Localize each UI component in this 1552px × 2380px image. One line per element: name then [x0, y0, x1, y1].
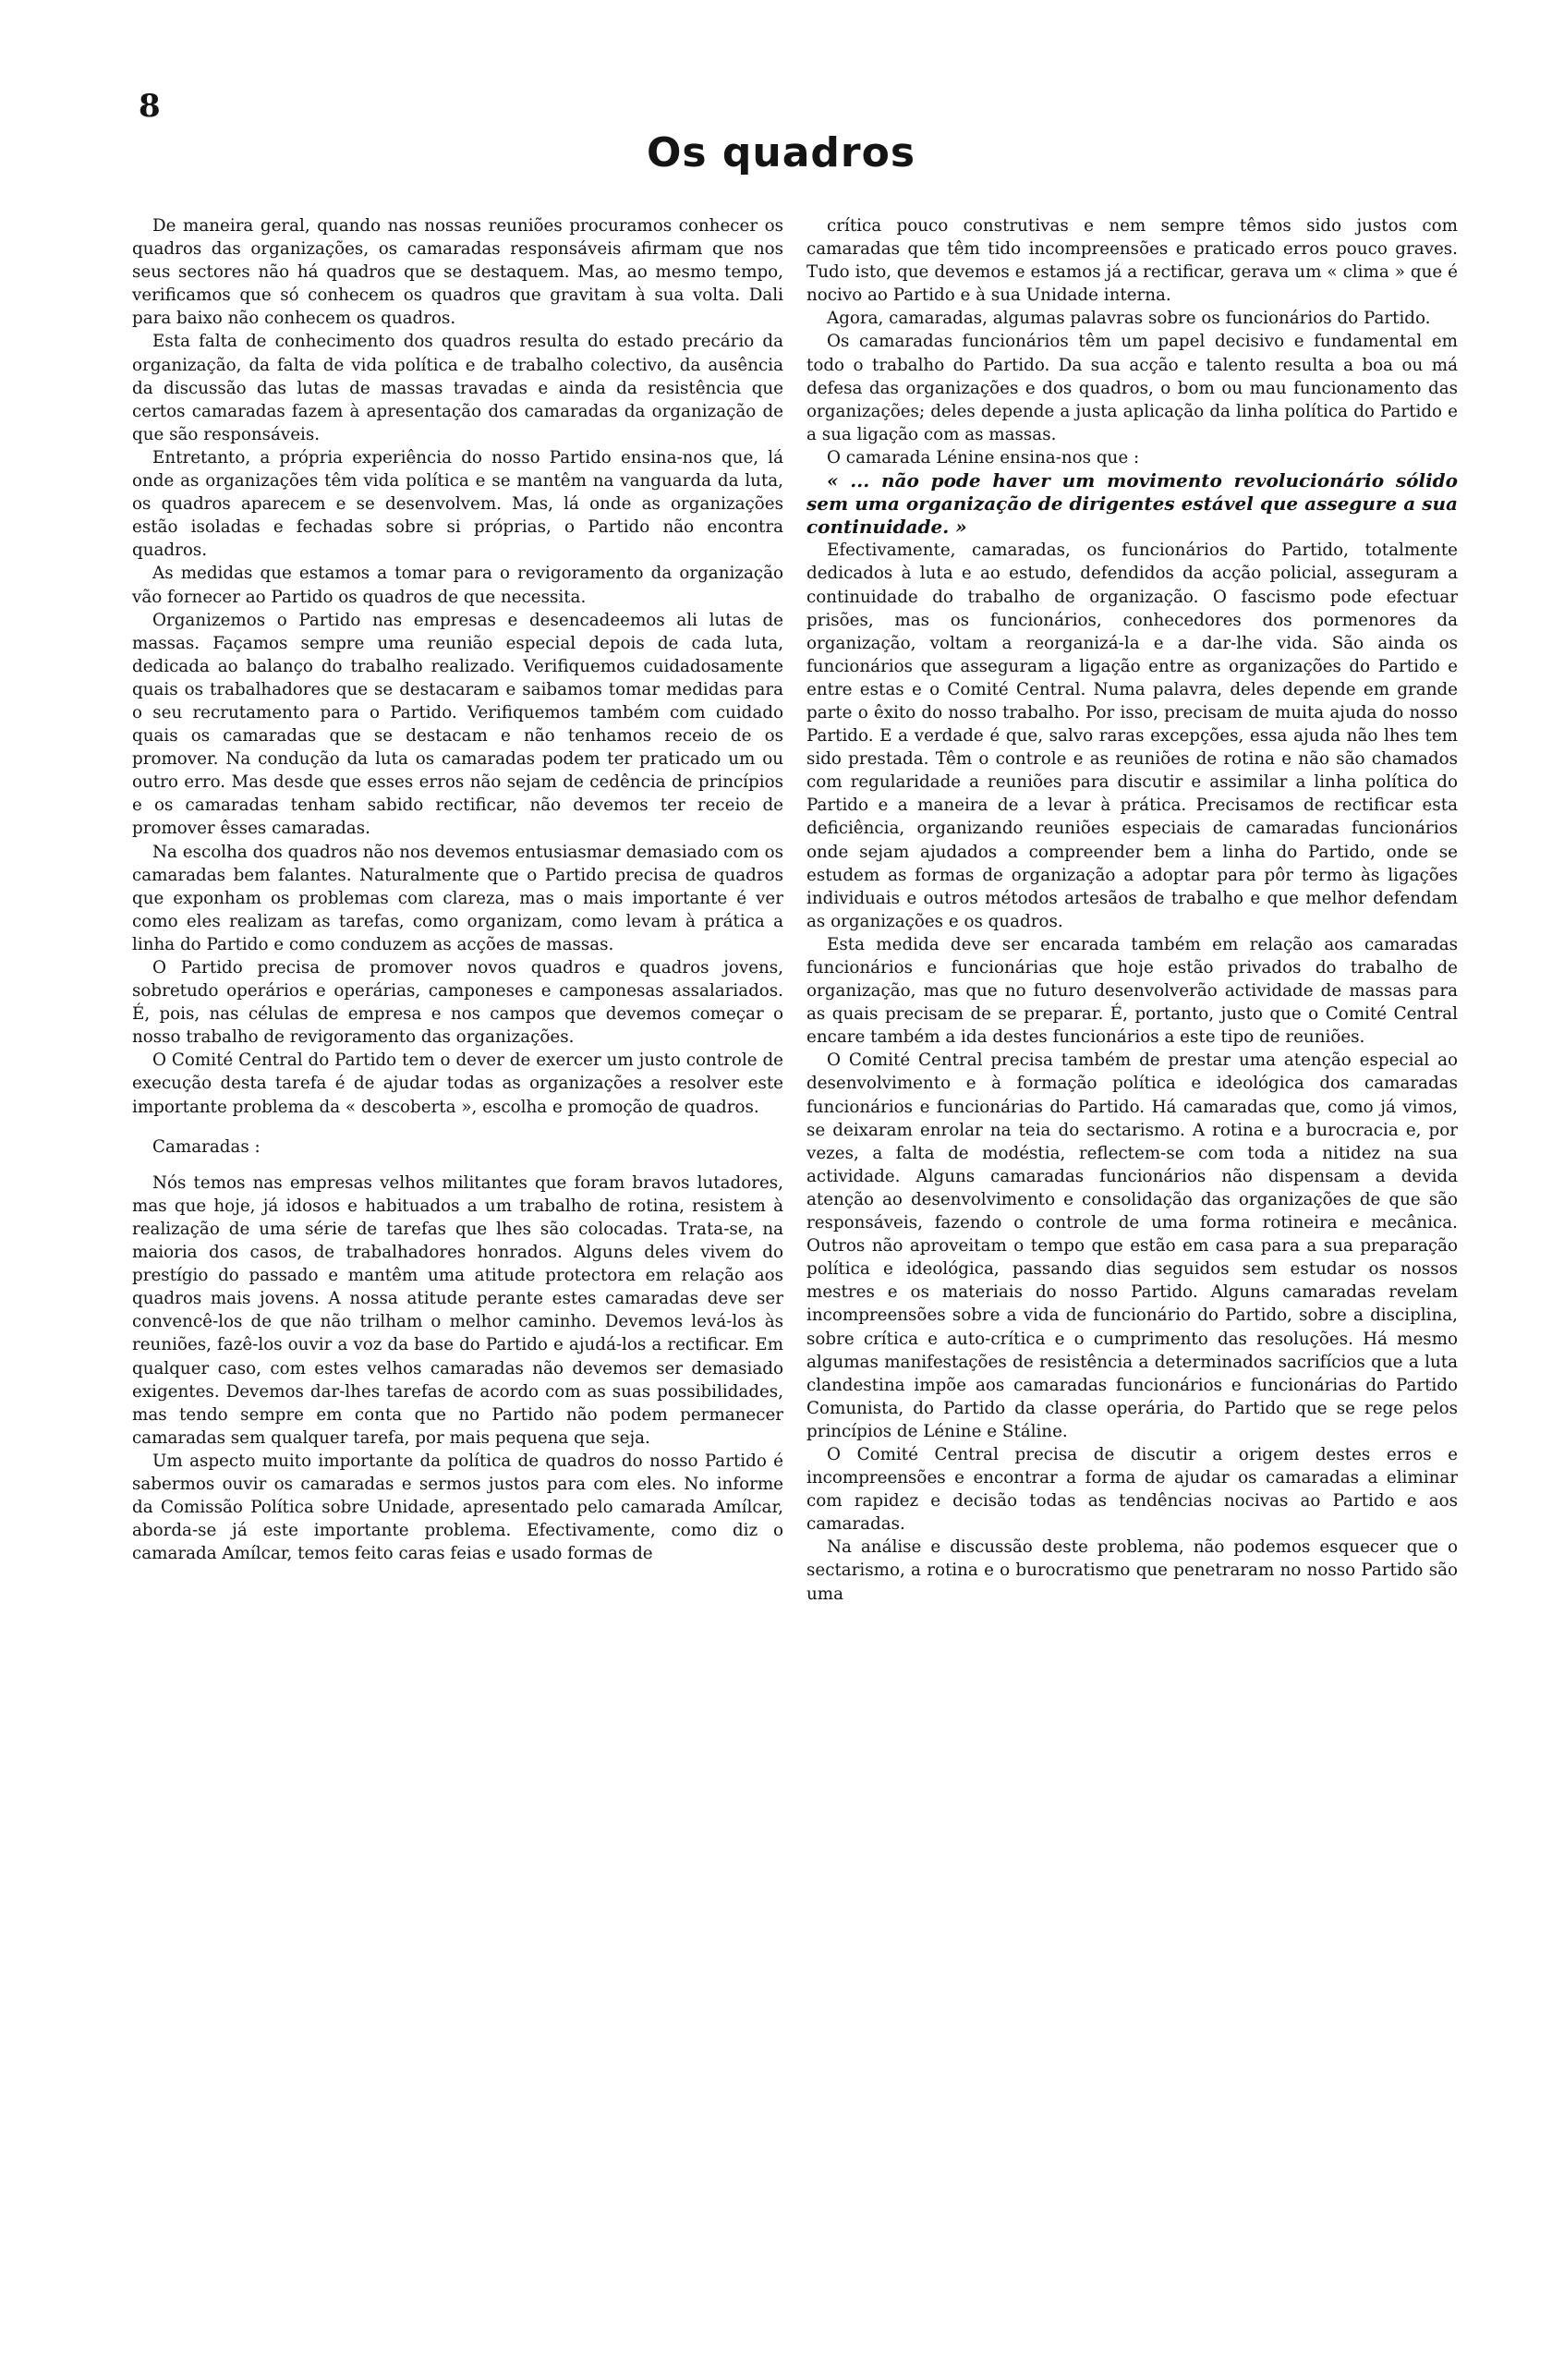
- paragraph: Agora, camaradas, algumas palavras sobre os funcionários do Partido.: [827, 309, 1431, 329]
- paragraph: Os camaradas funcionários têm um papel decisivo e fundamental em todo o trabalho do Partido. Da sua acção e talento resulta a boa ou má defesa das organizações e dos quadros, o bom ou mau funcionamento das organizações; deles depende a justa aplicação da linha política do Partido e a sua ligação com as massas.: [806, 332, 1458, 444]
- paragraph: O Comité Central precisa também de prestar uma atenção especial ao desenvolvimento e à formação política e ideológica dos camaradas funcionários e funcionárias do Partido. Há camaradas que, como já vimos, se deixaram enrolar na teia do sectarismo. A rotina e a burocracia e, por vezes, a falta de modéstia, reflectem-se com toda a nitidez na sua actividade. Alguns camaradas funcionários não dispensam a devida atenção ao desenvolvimento e consolidação das organizações de que são responsáveis, fazendo o controle de uma forma rotineira e mecânica. Outros não aproveitam o tempo que estão em casa para a sua preparação política e ideológica, passando dias seguidos sem estudar os nossos mestres e os materiais do nosso Partido. Alguns camaradas revelam incompreensões sobre a vida de funcionário do Partido, sobre a disciplina, sobre crítica e auto-crítica e o cumprimento das resoluções. Há mesmo algumas manifestações de resistência a determinados sacrifícios que a luta clandestina impõe aos camaradas funcionários e funcionárias do Partido Comunista, do Partido da classe operária, do Partido que se rege pelos princípios de Lénine e Stáline.: [806, 1050, 1458, 1441]
- paragraph: Organizemos o Partido nas empresas e desencadeemos ali lutas de massas. Façamos sempre uma reunião especial depois de cada luta, dedicada ao balanço do trabalho realizado. Verifiquemos cuidadosamente quais os trabalhadores que se destacaram e saibamos tomar medidas para o seu recrutamento para o Partido. Verifiquemos também com cuidado quais os camaradas que se destacam e não tenhamos receio de os promover. Na condução da luta os camaradas podem ter praticado um ou outro erro. Mas desde que esses erros não sejam de cedência de princípios e os camaradas tenham sabido rectificar, não devemos ter receio de promover êsses camaradas.: [132, 610, 783, 839]
- paragraph: O camarada Lénine ensina-nos que :: [827, 447, 1140, 468]
- article-title: Os quadros: [647, 129, 916, 176]
- lenin-quote: « ... não pode haver um movimento revolucionário sólido sem uma organização de dirigentes estável que assegure a sua continuidade. »: [806, 469, 1458, 539]
- paragraph: De maneira geral, quando nas nossas reuniões procuramos conhecer os quadros das organizações, os camaradas responsáveis afirmam que nos seus sectores não há quadros que se destaquem. Mas, ao mesmo tempo, verificamos que só conhecem os quadros que gravitam à sua volta. Dali para baixo não conhecem os quadros.: [132, 216, 783, 329]
- paragraph: Esta medida deve ser encarada também em relação aos camaradas funcionários e funcionárias que hoje estão privados do trabalho de organização, mas que no futuro desenvolverão actividade de massas para as quais precisam de se preparar. É, portanto, justo que o Comité Central encare também a ida destes funcionários a este tipo de reuniões.: [806, 934, 1458, 1048]
- paragraph: Na escolha dos quadros não nos devemos entusiasmar demasiado com os camaradas bem falantes. Naturalmente que o Partido precisa de quadros que exponham os problemas com clareza, mas o mais importante é ver como eles realizam as tarefas, como organizam, como levam à prática a linha do Partido e como conduzem as acções de massas.: [132, 842, 783, 954]
- page-number: 8: [139, 88, 161, 125]
- paragraph: O Comité Central do Partido tem o dever de exercer um justo controle de execução desta tarefa é de ajudar todas as organizações a resolver este importante problema da « descoberta », escolha e promoção de quadros.: [132, 1050, 783, 1117]
- paragraph: O Partido precisa de promover novos quadros e quadros jovens, sobretudo operários e operárias, camponeses e camponesas assalariados. É, pois, nas células de empresa e nos campos que devemos começar o nosso trabalho de revigoramento das organizações.: [132, 958, 783, 1048]
- paragraph: Esta falta de conhecimento dos quadros resulta do estado precário da organização, da falta de vida política e de trabalho colectivo, da ausência da discussão das lutas de massas travadas e ainda da resistência que certos camaradas fazem à apresentação dos camaradas da organização de que são responsáveis.: [132, 332, 783, 444]
- paragraph: Efectivamente, camaradas, os funcionários do Partido, totalmente dedicados à luta e ao estudo, defendidos da acção policial, asseguram a continuidade do trabalho de organização. O fascismo pode efectuar prisões, mas os funcionários, conhecedores dos pormenores da organização, voltam a reorganizá-la e a dar-lhe vida. São ainda os funcionários que asseguram a ligação entre as organizações do Partido e entre estas e o Comité Central. Numa palavra, deles depende em grande parte o êxito do nosso trabalho. Por isso, precisam de muita ajuda do nosso Partido. E a verdade é que, salvo raras excepções, essa ajuda não lhes tem sido prestada. Têm o controle e as reuniões de rotina e não são chamados com regularidade a reuniões para discutir e assimilar a linha política do Partido e a maneira de a levar à prática. Precisamos de rectificar esta deficiência, organizando reuniões especiais de camaradas funcionários onde sejam ajudados a compreender bem a linha do Partido, onde se estudem as formas de organização a adoptar para pôr termo às ligações individuais e outros métodos artesãos de trabalho e que melhor defendam as organizações e os quadros.: [806, 540, 1458, 931]
- paragraph: Na análise e discussão deste problema, não podemos esquecer que o sectarismo, a rotina e o burocratismo que penetraram no nosso Partido são uma: [806, 1537, 1458, 1604]
- section-subheading: Camaradas :: [152, 1136, 261, 1157]
- paragraph: Nós temos nas empresas velhos militantes que foram bravos lutadores, mas que hoje, já idosos e habituados a um trabalho de rotina, resistem à realização de uma série de tarefas que lhes são colocadas. Trata-se, na maioria dos casos, de trabalhadores honrados. Alguns deles vivem do prestígio do passado e mantêm uma atitude protectora em relação aos quadros mais jovens. A nossa atitude perante estes camaradas deve ser convencê-los de que não trilham o melhor caminho. Devemos levá-los às reuniões, fazê-los ouvir a voz da base do Partido e ajudá-los a rectificar. Em qualquer caso, com estes velhos camaradas não devemos ser demasiado exigentes. Devemos dar-lhes tarefas de acordo com as suas possibilidades, mas tendo sempre em conta que no Partido não podem permanecer camaradas sem qualquer tarefa, por mais pequena que seja.: [132, 1172, 783, 1448]
- paragraph: Um aspecto muito importante da política de quadros do nosso Partido é sabermos ouvir os camaradas e sermos justos para com eles. No informe da Comissão Política sobre Unidade, apresentado pelo camarada Amílcar, aborda-se já este importante problema. Efectivamente, como diz o camarada Amílcar, temos feito caras feias e usado formas de: [132, 1451, 783, 1564]
- right-column: [806, 214, 1458, 1606]
- left-column: [132, 214, 783, 1565]
- paragraph: As medidas que estamos a tomar para o revigoramento da organização vão fornecer ao Partido os quadros de que necessita.: [132, 564, 783, 607]
- paragraph: Entretanto, a própria experiência do nosso Partido ensina-nos que, lá onde as organizações têm vida política e se mantêm na vanguarda da luta, os quadros aparecem e se desenvolvem. Mas, lá onde as organizações estão isoladas e fechadas sobre si próprias, o Partido não encontra quadros.: [132, 447, 783, 561]
- paragraph: crítica pouco construtivas e nem sempre têmos sido justos com camaradas que têm tido incompreensões e praticado erros pouco graves. Tudo isto, que devemos e estamos já a rectificar, gerava um « clima » que é nocivo ao Partido e à sua Unidade interna.: [806, 216, 1458, 306]
- paragraph: O Comité Central precisa de discutir a origem destes erros e incompreensões e encontrar a forma de ajudar os camaradas a eliminar com rapidez e decisão todas as tendências nocivas ao Partido e aos camaradas.: [806, 1444, 1458, 1535]
